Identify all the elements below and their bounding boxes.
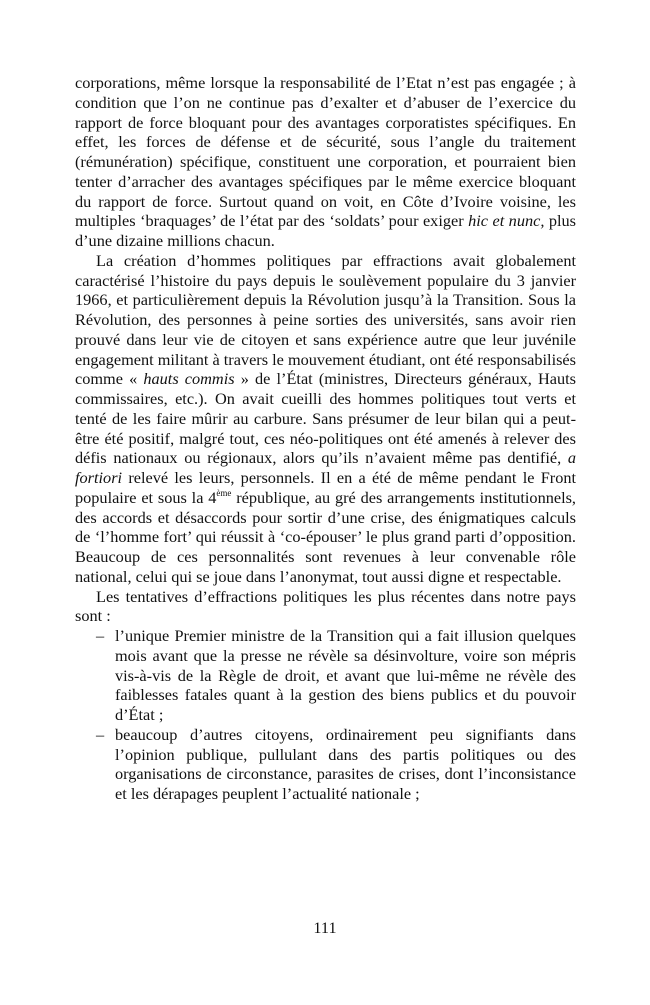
- document-page-body: [75, 73, 576, 804]
- text-segment: plus d’une dizaine millions chacun.: [75, 211, 577, 250]
- paragraph-3: [75, 587, 576, 627]
- dash-bullet-icon: –: [96, 626, 105, 645]
- dash-list: [75, 626, 576, 804]
- italic-phrase: a fortiori: [75, 448, 576, 487]
- text-segment: république, au gré des arrangements institutionnels, des accords et désaccords pour sortir d’une crise, des énigmatiques calculs de ‘l’homme fort’ qui réussit à ‘co-épouser’ le plus grand parti d’opposition. Beaucoup de ces personnalités sont revenues à leur convenable rôle national, celui qui se joue dans l’anonymat, tout aussi digne et respectable.: [75, 487, 577, 586]
- list-item-text: l’unique Premier ministre de la Transition qui a fait illusion quelques mois avant que la presse ne révèle sa désinvolture, voire son mépris vis-à-vis de la Règle de droit, et avant que lui-même ne révèle des faiblesses fatales quant à la gestion des biens publics et du pouvoir d’État ;: [115, 626, 576, 724]
- text-segment: » de l’État (ministres, Directeurs généraux, Hauts commissaires, etc.). On avait cueilli des hommes politiques tout verts et tenté de les faire mûrir au carbure. Sans présumer de leur bilan qui a peut-être été positif, malgré tout, ces néo-politiques ont été amenés à relever des défis nationaux ou régionaux, alors qu’ils n’avaient même pas dentifié,: [75, 369, 577, 468]
- italic-phrase: hauts commis: [143, 369, 235, 389]
- italic-phrase: hic et nunc,: [468, 211, 545, 231]
- list-item-text: beaucoup d’autres citoyens, ordinairement peu signifiants dans l’opinion publique, pullulant dans des partis politiques ou des organisations de circonstance, parasites de crises, dont l’inconsistance et les dérapages peuplent l’actualité nationale ;: [115, 724, 576, 803]
- paragraph-2: [75, 251, 576, 587]
- paragraph-1: [75, 73, 576, 251]
- list-item: [96, 626, 576, 725]
- text-segment: corporations, même lorsque la responsabilité de l’Etat n’est pas engagée ; à condition que l’on ne continue pas d’exalter et d’abuser de l’exercice du rapport de force bloquant pour des avantages corporatistes spécifiques. En effet, les forces de défense et de sécurité, sous l’angle du traitement (rémunération) spécifique, constituent une corporation, et pourraient bien tenter d’arracher des avantages spécifiques par le même exercice bloquant du rapport de force. Surtout quand on voit, en Côte d’Ivoire voisine, les multiples ‘braquages’ de l’état par des ‘soldats’ pour exiger: [75, 73, 576, 231]
- page-number: 111: [313, 918, 337, 937]
- text-segment: La création d’hommes politiques par effractions avait globalement caractérisé l’histoire du pays depuis le soulèvement populaire du 3 janvier 1966, et particulièrement depuis la Révolution jusqu’à la Transition. Sous la Révolution, des personnes à peine sorties des universités, sans avoir rien prouvé dans leur vie de citoyen et sans expérience autre que leur juvénile engagement militant à travers le mouvement étudiant, ont été responsabilisés comme «: [75, 250, 576, 389]
- dash-bullet-icon: –: [96, 724, 105, 744]
- superscript: ème: [216, 487, 232, 498]
- text-segment: relevé les leurs, personnels. Il en a été de même pendant le Front populaire et sous la 4: [75, 468, 576, 507]
- list-item: [96, 724, 576, 804]
- text-segment: Les tentatives d’effractions politiques les plus récentes dans notre pays sont :: [75, 586, 576, 626]
